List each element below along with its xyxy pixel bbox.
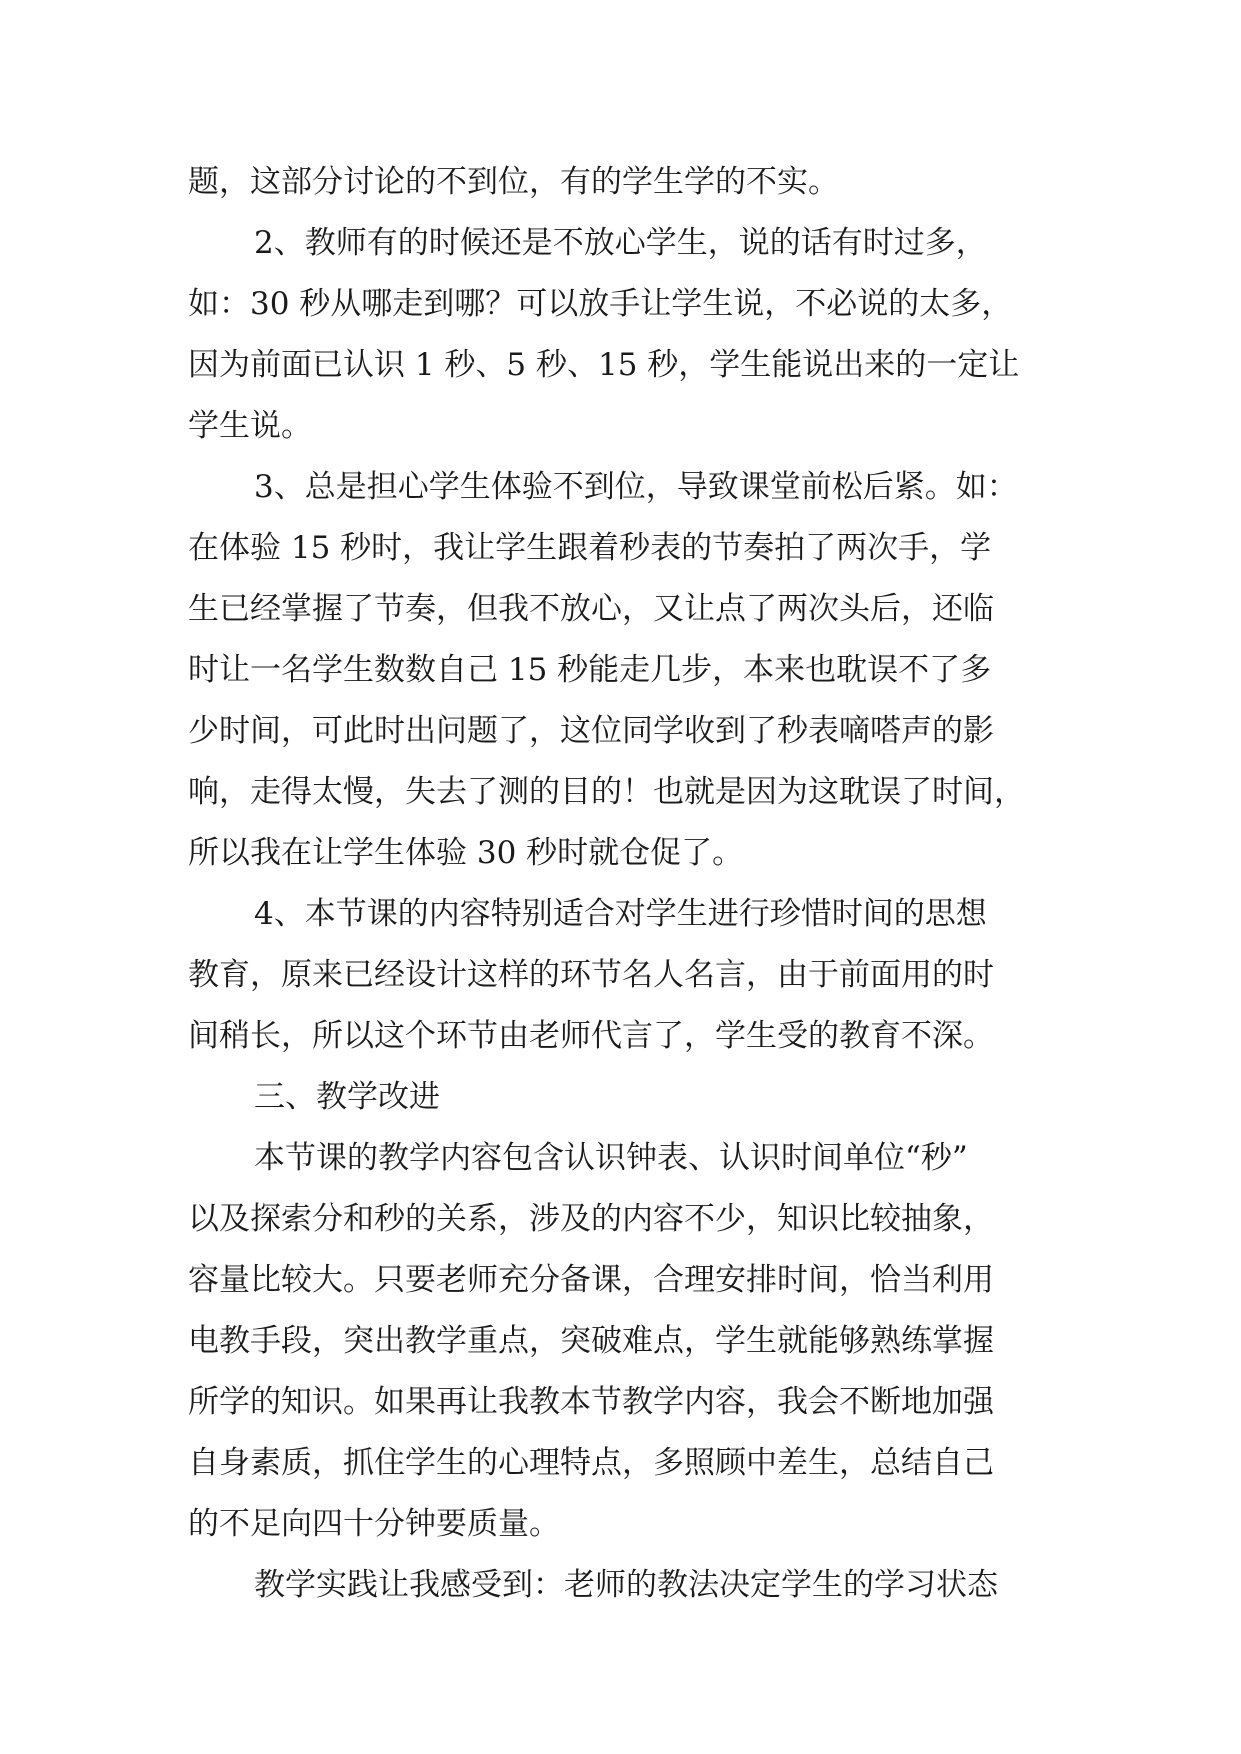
text-line: 间稍长，所以这个环节由老师代言了，学生受的教育不深。: [188, 1018, 994, 1054]
text-line: 时让一名学生数数自己 15 秒能走几步，本来也耽误不了多: [188, 652, 992, 688]
text-line: 以及探索分和秒的关系，涉及的内容不少，知识比较抽象，: [188, 1201, 994, 1237]
text-line: 电教手段，突出教学重点，突破难点，学生就能够熟练掌握: [188, 1323, 994, 1359]
text-line: 少时间，可此时出问题了，这位同学收到了秒表嘀嗒声的影: [188, 713, 994, 749]
text-line: 所学的知识。如果再让我教本节教学内容，我会不断地加强: [188, 1384, 994, 1420]
text-line: 自身素质，抓住学生的心理特点，多照顾中差生，总结自己: [188, 1445, 994, 1481]
text-line: 如：30 秒从哪走到哪？可以放手让学生说，不必说的太多，: [188, 286, 1013, 322]
text-line: 题，这部分讨论的不到位，有的学生学的不实。: [188, 164, 839, 200]
text-line: 的不足向四十分钟要质量。: [188, 1506, 560, 1542]
section-heading: 三、教学改进: [254, 1079, 440, 1115]
document-body: [188, 152, 1068, 1616]
text-line: 因为前面已认识 1 秒、5 秒、15 秒，学生能说出来的一定让: [188, 347, 1020, 383]
text-line-paragraph-start: 2、教师有的时候还是不放心学生，说的话有时过多，: [254, 225, 987, 261]
text-line-paragraph-start: 教学实践让我感受到：老师的教法决定学生的学习状态: [254, 1567, 998, 1603]
text-line-paragraph-start: 本节课的教学内容包含认识钟表、认识时间单位“秒”: [254, 1140, 968, 1176]
text-line: 容量比较大。只要老师充分备课，合理安排时间，恰当利用: [188, 1262, 994, 1298]
text-line: 生已经掌握了节奏，但我不放心，又让点了两次头后，还临: [188, 591, 994, 627]
text-line-paragraph-start: 3、总是担心学生体验不到位，导致课堂前松后紧。如：: [254, 469, 1018, 505]
text-line: 在体验 15 秒时，我让学生跟着秒表的节奏拍了两次手，学: [188, 530, 992, 566]
text-line: 学生说。: [188, 408, 312, 444]
text-line: 教育，原来已经设计这样的环节名人名言，由于前面用的时: [188, 957, 994, 993]
text-line: 所以我在让学生体验 30 秒时就仓促了。: [188, 835, 744, 871]
text-line: 响，走得太慢，失去了测的目的！也就是因为这耽误了时间，: [188, 774, 1025, 810]
text-line-paragraph-start: 4、本节课的内容特别适合对学生进行珍惜时间的思想: [254, 896, 987, 932]
